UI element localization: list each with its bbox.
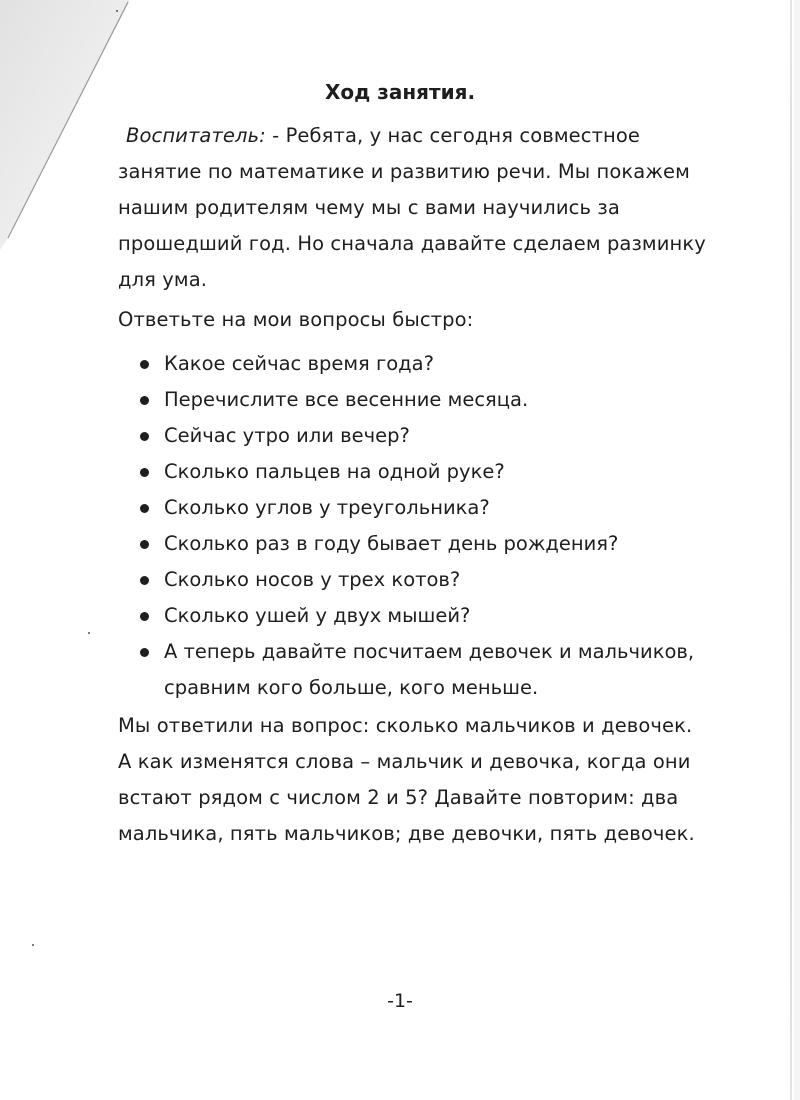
question-text: Сколько углов у треугольника? [164,496,490,519]
page-number: -1- [387,990,413,1012]
question-text: А теперь давайте посчитаем девочек и мальчиков, сравним кого больше, кого меньше. [164,640,695,699]
intro-text: - Ребята, у нас сегодня совместное занятие по математике и развитию речи. Мы покажем нашим родителям чему мы с вами научились за прошедший год. Но сначала давайте сделаем разминку для ума. [118,124,706,291]
question-text: Сейчас утро или вечер? [164,424,410,447]
scan-speck [32,944,34,946]
list-item [138,562,718,598]
scan-edge [794,0,800,1100]
bullet-icon [140,468,149,477]
bullet-icon [140,612,149,621]
question-text: Какое сейчас время года? [164,352,434,375]
bullet-icon [140,648,149,657]
question-text: Сколько пальцев на одной руке? [164,460,505,483]
question-text: Перечислите все весенние месяца. [164,388,529,411]
bullet-icon [140,432,149,441]
list-item [138,418,718,454]
questions-prompt: Ответьте на мои вопросы быстро: [118,308,474,331]
question-text: Сколько ушей у двух мышей? [164,604,471,627]
bullet-icon [140,360,149,369]
speaker-label: Воспитатель: [126,124,266,147]
question-text: Сколько носов у трех котов? [164,568,461,591]
scan-edge-line [790,0,792,1100]
list-item [138,490,718,526]
list-item [138,454,718,490]
bullet-icon [140,396,149,405]
question-text: Сколько раз в году бывает день рождения? [164,532,619,555]
outro-paragraph: Мы ответили на вопрос: сколько мальчиков и девочек. А как изменятся слова – мальчик и девочка, когда они встают рядом с числом 2 и 5? Давайте повторим: два мальчика, пять мальчиков; две девочки, пять девочек. [118,714,695,845]
list-item [138,598,718,634]
scan-speck [116,10,118,12]
bullet-icon [140,540,149,549]
list-item [138,526,718,562]
bullet-icon [140,504,149,513]
bullet-icon [140,576,149,585]
intro-paragraph [118,118,708,298]
list-item [138,346,718,382]
questions-list [138,346,718,706]
list-item [138,382,718,418]
scan-speck [88,632,90,634]
document-title: Ход занятия. [324,80,476,104]
list-item [138,634,718,706]
